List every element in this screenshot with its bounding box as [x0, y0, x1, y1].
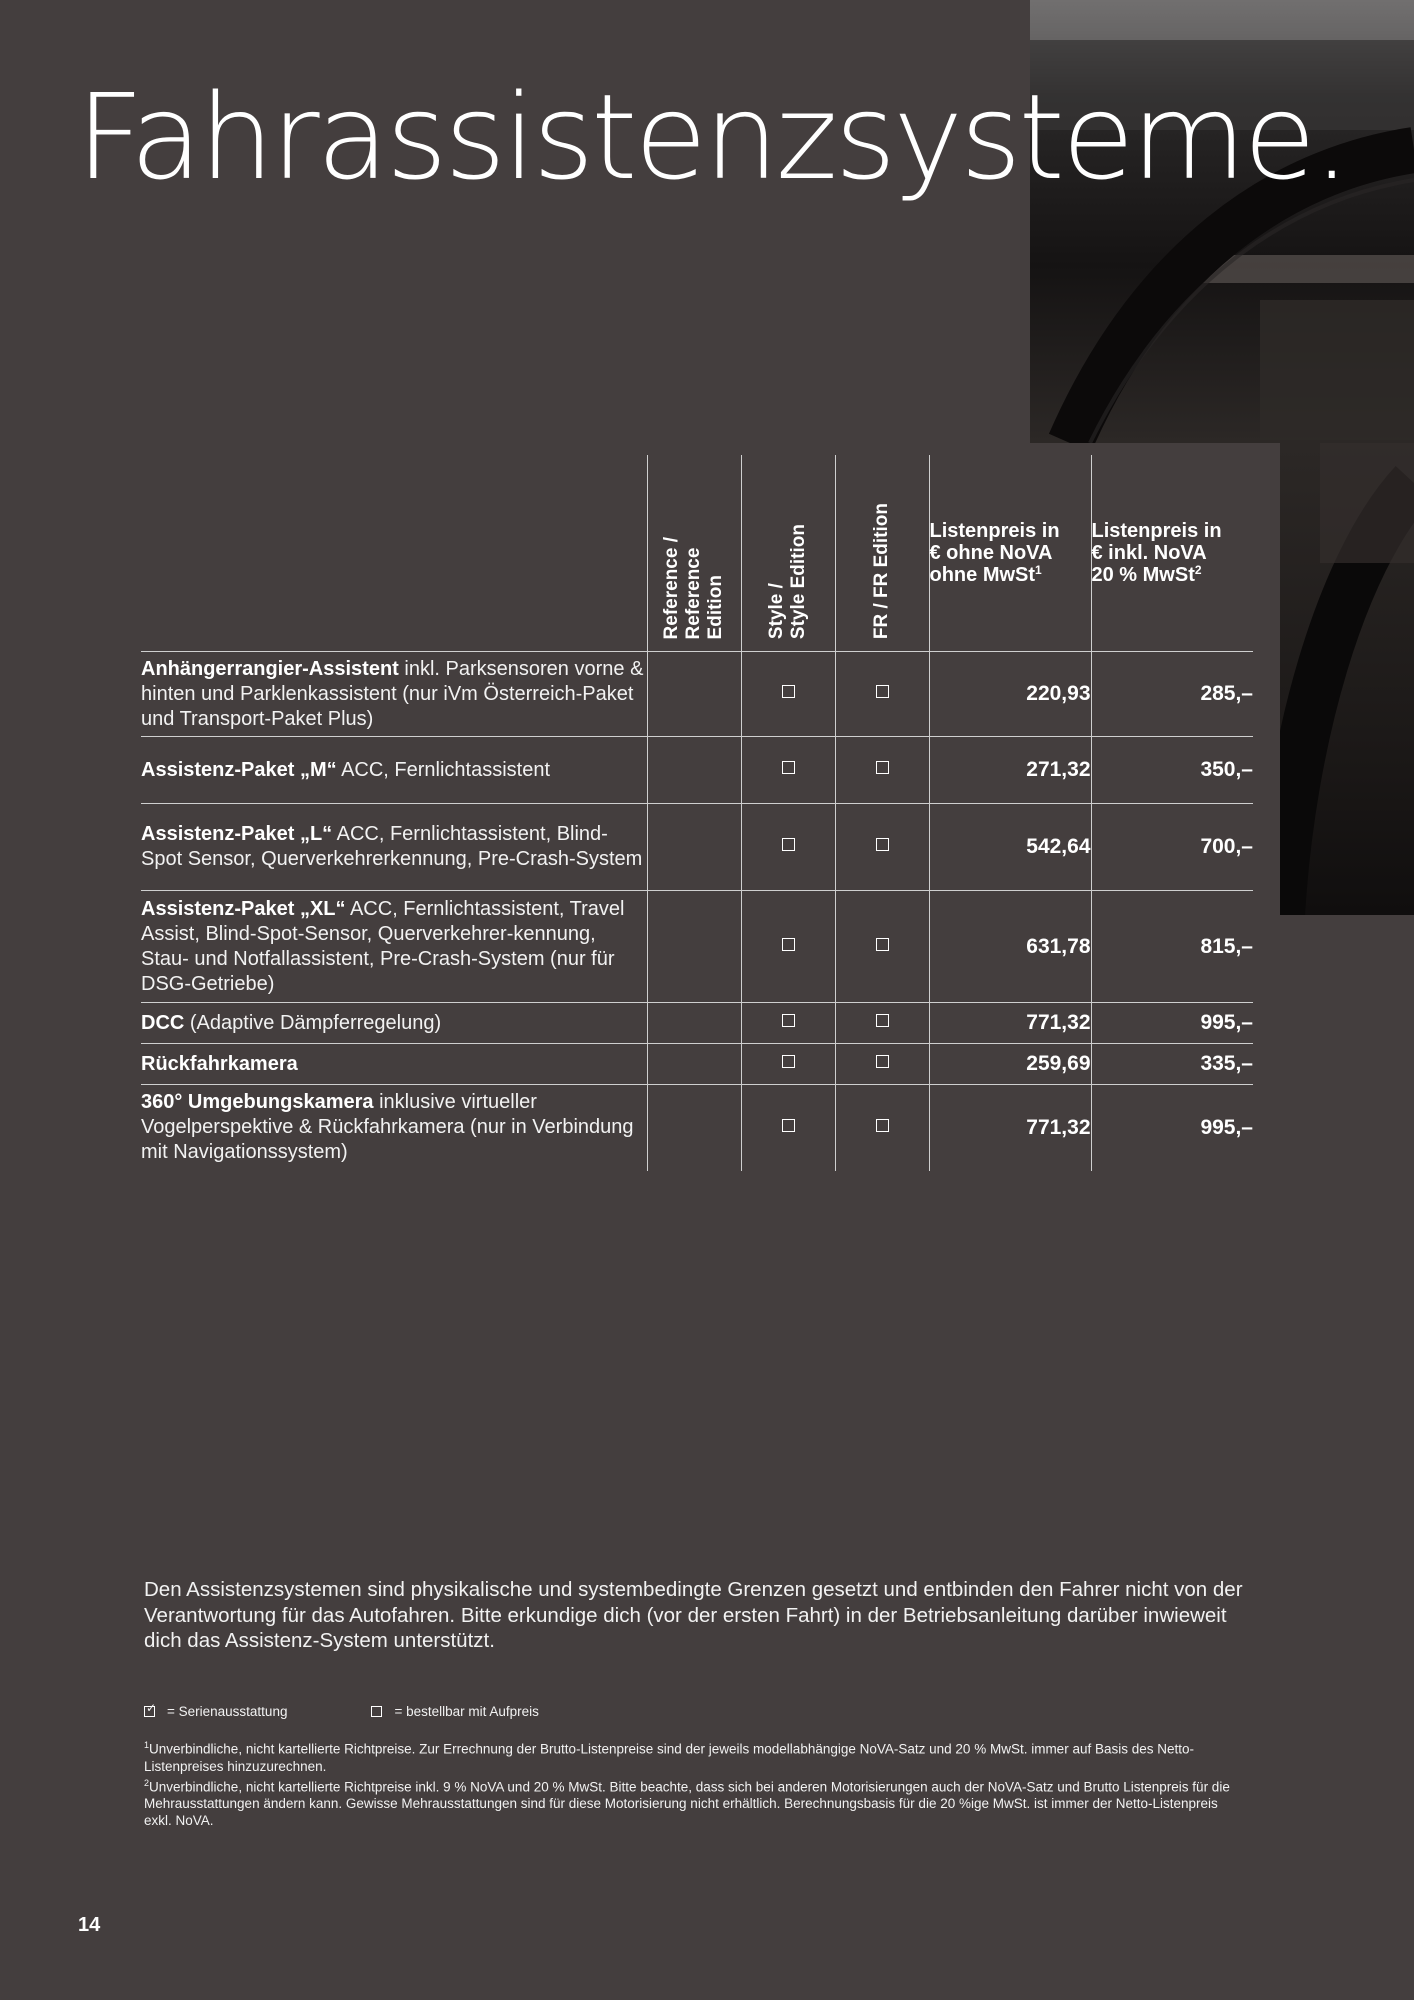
optional-box-icon [782, 938, 795, 951]
legend [144, 1701, 539, 1719]
feature-desc: inklusive virtueller Vogelperspektive & Rückfahrkamera (nur in Verbindung mit Navigationssystem) [141, 1091, 634, 1164]
table-row [141, 1085, 1253, 1171]
price-net: 771,32 [929, 1003, 1091, 1044]
page-title: Fahrassistenzsysteme. [76, 68, 1348, 206]
style-cell [741, 652, 835, 737]
fr-cell [835, 1044, 929, 1085]
table-row [141, 1003, 1253, 1044]
reference-cell [647, 1085, 741, 1171]
legend-standard [144, 1701, 288, 1719]
fr-cell [835, 804, 929, 891]
table-row [141, 737, 1253, 804]
header-style [741, 455, 835, 652]
style-cell [741, 1044, 835, 1085]
price-net: 271,32 [929, 737, 1091, 804]
feature-desc: (Adaptive Dämpferregelung) [184, 1011, 442, 1034]
price-gross: 335,– [1091, 1044, 1253, 1085]
optional-box-icon [782, 1119, 795, 1132]
legend-optional [371, 1704, 538, 1719]
optional-box-icon [876, 685, 889, 698]
empty-box-icon [371, 1706, 382, 1717]
footnotes [144, 1737, 1244, 1829]
optional-box-icon [782, 838, 795, 851]
feature-cell [141, 1003, 647, 1044]
optional-box-icon [876, 761, 889, 774]
header-price-gross-sup: 2 [1194, 563, 1202, 577]
footnote-1-mark: 1 [144, 1740, 150, 1750]
table-row [141, 804, 1253, 891]
optional-box-icon [876, 1119, 889, 1132]
fr-cell [835, 737, 929, 804]
checked-box-icon: ✓ [146, 1701, 157, 1715]
feature-cell [141, 1085, 647, 1171]
header-fr-label: FR / FR Edition [871, 502, 892, 639]
feature-name: Rückfahrkamera [141, 1052, 298, 1075]
interior-photo-lower-graphic [1280, 443, 1414, 915]
header-price-gross [1091, 455, 1253, 652]
legend-standard-label: = Serienausstattung [167, 1704, 288, 1719]
reference-cell [647, 804, 741, 891]
price-net: 771,32 [929, 1085, 1091, 1171]
feature-desc: ACC, Fernlichtassistent, Travel Assist, Blind-Spot-Sensor, Querverkehrer-kennung, Stau- und Notfallassistent, Pre-Crash-System (nur für DSG-Getriebe) [141, 897, 625, 995]
optional-box-icon [782, 685, 795, 698]
feature-name: 360° Umgebungskamera [141, 1091, 374, 1114]
header-fr [835, 455, 929, 652]
header-style-label: Style / Style Edition [766, 523, 809, 639]
feature-name: Assistenz-Paket „L“ [141, 823, 333, 845]
reference-cell [647, 737, 741, 804]
optional-box-icon [876, 838, 889, 851]
optional-box-icon [876, 1014, 889, 1027]
feature-cell [141, 652, 647, 737]
header-reference-label: Reference / Reference Edition [661, 536, 726, 639]
feature-desc: ACC, Fernlichtassistent [336, 758, 551, 781]
fr-cell [835, 1003, 929, 1044]
legend-optional-label: = bestellbar mit Aufpreis [394, 1704, 539, 1719]
style-cell [741, 737, 835, 804]
footnote-2-text: Unverbindliche, nicht kartellierte Richtpreise inkl. 9 % NoVA und 20 % MwSt. Bitte beachte, dass sich bei anderen Motorisierungen auch der NoVA-Satz und Brutto Listenpreis für die Mehrausstattungen ändern kann. Gewisse Mehrausstattungen sind für diese Motorisierung nicht erhältlich. Berechnungsbasis für die 20 %ige MwSt. ist immer der Netto-Listenpreis exkl. NoVA. [144, 1779, 1230, 1828]
table-row [141, 1044, 1253, 1085]
header-price-gross-label: Listenpreis in € inkl. NoVA 20 % MwSt [1091, 520, 1222, 586]
feature-cell [141, 737, 647, 804]
style-cell [741, 1085, 835, 1171]
feature-cell [141, 804, 647, 891]
fr-cell [835, 891, 929, 1003]
optional-box-icon [782, 1055, 795, 1068]
interior-photo [1030, 0, 1414, 443]
price-net: 631,78 [929, 891, 1091, 1003]
footnote-1 [144, 1737, 1244, 1775]
page-number: 14 [78, 1914, 101, 1936]
price-net: 220,93 [929, 652, 1091, 737]
price-gross: 995,– [1091, 1003, 1253, 1044]
optional-box-icon [876, 938, 889, 951]
feature-cell [141, 891, 647, 1003]
reference-cell [647, 1044, 741, 1085]
feature-name: DCC [141, 1011, 185, 1034]
style-cell [741, 891, 835, 1003]
fr-cell [835, 1085, 929, 1171]
disclaimer-text: Den Assistenzsystemen sind physikalische und systembedingte Grenzen gesetzt und entbinden den Fahrer nicht von der Verantwortung für das Autofahren. Bitte erkundige dich (vor der ersten Fahrt) in der Betriebsanleitung darüber inwieweit dich das Assistenz-System unterstützt. [144, 1578, 1243, 1652]
table-row [141, 891, 1253, 1003]
feature-name: Assistenz-Paket „XL“ [141, 897, 346, 920]
header-blank-cell [141, 455, 647, 652]
feature-cell [141, 1044, 647, 1085]
style-cell [741, 1003, 835, 1044]
options-table [141, 455, 1253, 1171]
price-net: 542,64 [929, 804, 1091, 891]
reference-cell [647, 652, 741, 737]
reference-cell [647, 1003, 741, 1044]
price-gross: 995,– [1091, 1085, 1253, 1171]
price-gross: 815,– [1091, 891, 1253, 1003]
feature-name: Anhängerrangier-Assistent [141, 657, 399, 680]
price-gross: 350,– [1091, 737, 1253, 804]
price-gross: 700,– [1091, 804, 1253, 891]
optional-box-icon [876, 1055, 889, 1068]
header-price-net [929, 455, 1091, 652]
optional-box-icon [782, 1014, 795, 1027]
interior-photo-lower [1280, 443, 1414, 915]
price-gross: 285,– [1091, 652, 1253, 737]
fr-cell [835, 652, 929, 737]
reference-cell [647, 891, 741, 1003]
table-header-row [141, 455, 1253, 652]
footnote-2 [144, 1775, 1244, 1830]
feature-desc: ACC, Fernlichtassistent, Blind-Spot Sensor, Querverkehrerkennung, Pre-Crash-System [141, 823, 643, 870]
footnote-2-mark: 2 [144, 1777, 150, 1788]
header-price-net-sup: 1 [1035, 563, 1042, 577]
style-cell [741, 804, 835, 891]
price-net: 259,69 [929, 1044, 1091, 1085]
feature-desc: inkl. Parksensoren vorne & hinten und Parklenkassistent (nur iVm Österreich-Paket und Transport-Paket Plus) [141, 657, 644, 730]
interior-photo-graphic [1030, 0, 1414, 443]
feature-name: Assistenz-Paket „M“ [141, 758, 337, 781]
table-row [141, 652, 1253, 737]
footnote-1-text: Unverbindliche, nicht kartellierte Richtpreise. Zur Errechnung der Brutto-Listenpreise sind der jeweils modellabhängige NoVA-Satz und 20 % MwSt. immer auf Basis des Netto-Listenpreises hinzuzurechnen. [144, 1741, 1194, 1774]
optional-box-icon [782, 761, 795, 774]
header-price-net-label: Listenpreis in € ohne NoVA ohne MwSt [929, 520, 1060, 586]
header-reference [647, 455, 741, 652]
